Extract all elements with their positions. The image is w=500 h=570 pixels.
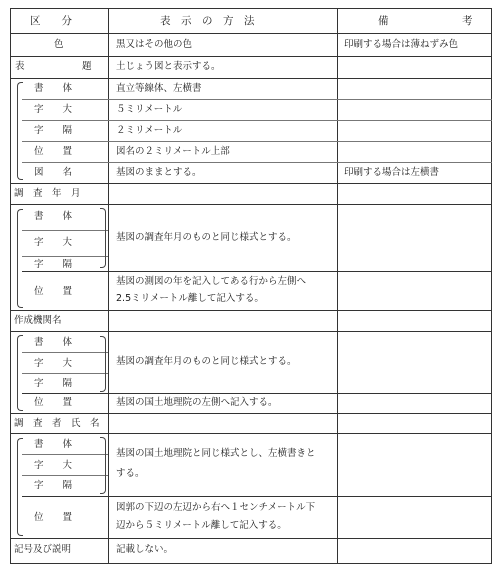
row-separator (10, 56, 492, 57)
row-label-title-b: 題 (82, 61, 92, 72)
column-divider-2 (337, 8, 338, 564)
group-bracket-right (100, 336, 106, 392)
row-note-color: 印刷する場合は薄ねずみ色 (344, 39, 459, 50)
row-separator (10, 204, 492, 205)
row-label-gap: 字 隔 (34, 259, 73, 270)
header-col3-b: 考 (462, 15, 473, 27)
group-bracket (17, 209, 23, 308)
row-note-map-name: 印刷する場合は左横書 (344, 167, 440, 178)
row-method-survey-pos-2: 2.5ミリメートル離して記入する。 (116, 293, 264, 304)
row-label-surveyor: 調 査 者 氏 名 (14, 418, 100, 429)
row-method-surveyor-group-1: 基図の国土地理院と同じ様式とし、左横書きと (116, 448, 316, 459)
row-method-surveyor-group-2: する。 (116, 468, 145, 479)
table-top-border (10, 8, 492, 9)
row-separator (10, 183, 492, 184)
row-label-org: 作成機関名 (14, 315, 62, 326)
row-method-map-name: 基図のままとする。 (116, 167, 202, 178)
subrow-separator (22, 352, 108, 353)
subrow-separator (22, 120, 492, 121)
column-divider-1 (108, 8, 109, 564)
row-method-font: 直立等線体、左横書 (116, 83, 202, 94)
subrow-separator (22, 475, 108, 476)
subrow-separator (22, 256, 108, 257)
group-bracket-right (100, 208, 106, 268)
subrow-separator (22, 162, 492, 163)
row-label-gap: 字 隔 (34, 125, 73, 136)
row-method-survey-group: 基図の調査年月のものと同じ様式とする。 (116, 232, 297, 243)
subrow-separator (22, 99, 492, 100)
row-method-org-group: 基図の調査年月のものと同じ様式とする。 (116, 356, 297, 367)
header-bottom-border (10, 33, 492, 34)
row-method-color: 黒又はその他の色 (116, 39, 193, 50)
row-label-gap: 字 隔 (34, 480, 73, 491)
row-label-font: 書 体 (34, 83, 73, 94)
row-label-position: 位 置 (34, 146, 73, 157)
row-label-gap: 字 隔 (34, 378, 73, 389)
row-label-size: 字 大 (34, 460, 73, 471)
subrow-separator (22, 496, 492, 497)
document-table (10, 8, 492, 564)
header-col2: 表 示 の 方 法 (160, 15, 255, 27)
row-method-gap: ２ミリメートル (116, 125, 183, 136)
group-bracket (17, 82, 23, 180)
row-method-title: 土じょう図と表示する。 (116, 61, 221, 72)
row-label-position: 位 置 (34, 286, 73, 297)
subrow-separator (22, 271, 492, 272)
row-label-size: 字 大 (34, 104, 73, 115)
row-label-font: 書 体 (34, 439, 73, 450)
table-bottom-border (10, 563, 492, 564)
row-method-size: ５ミリメートル (116, 104, 183, 115)
subrow-separator (22, 230, 108, 231)
subrow-separator (22, 393, 492, 394)
row-separator (10, 310, 492, 311)
row-label-title-a: 表 (15, 61, 25, 72)
row-label-color: 色 (54, 39, 64, 50)
row-label-font: 書 体 (34, 337, 73, 348)
header-col3-a: 備 (378, 15, 389, 27)
group-bracket-right (100, 437, 106, 494)
row-separator (10, 78, 492, 79)
row-separator (10, 331, 492, 332)
subrow-separator (22, 141, 492, 142)
header-col1: 区 分 (30, 15, 72, 27)
row-label-position: 位 置 (34, 512, 73, 523)
row-method-survey-pos-1: 基図の測図の年を記入してある行から左側へ (116, 276, 307, 287)
row-method-surveyor-pos-2: 辺から５ミリメートル離して記入する。 (116, 520, 287, 531)
row-method-legend: 記載しない。 (116, 544, 174, 555)
row-separator (10, 433, 492, 434)
group-bracket (17, 438, 23, 536)
table-right-border (491, 8, 492, 564)
row-method-surveyor-pos-1: 図郭の下辺の左辺から右へ１センチメートル下 (116, 502, 316, 513)
subrow-separator (22, 454, 108, 455)
row-method-org-pos: 基図の国土地理院の左側へ記入する。 (116, 397, 278, 408)
subrow-separator (22, 373, 108, 374)
row-label-survey-ym: 調 査 年 月 (14, 188, 81, 199)
group-bracket (17, 335, 23, 411)
row-separator (10, 413, 492, 414)
row-label-legend: 記号及び説明 (14, 544, 72, 555)
row-label-font: 書 体 (34, 211, 73, 222)
row-label-map-name: 図 名 (34, 167, 73, 178)
row-separator (10, 538, 492, 539)
table-left-border (10, 8, 11, 564)
row-label-size: 字 大 (34, 358, 73, 369)
row-label-size: 字 大 (34, 237, 73, 248)
row-method-position: 図名の２ミリメートル上部 (116, 146, 230, 157)
row-label-position: 位 置 (34, 397, 73, 408)
